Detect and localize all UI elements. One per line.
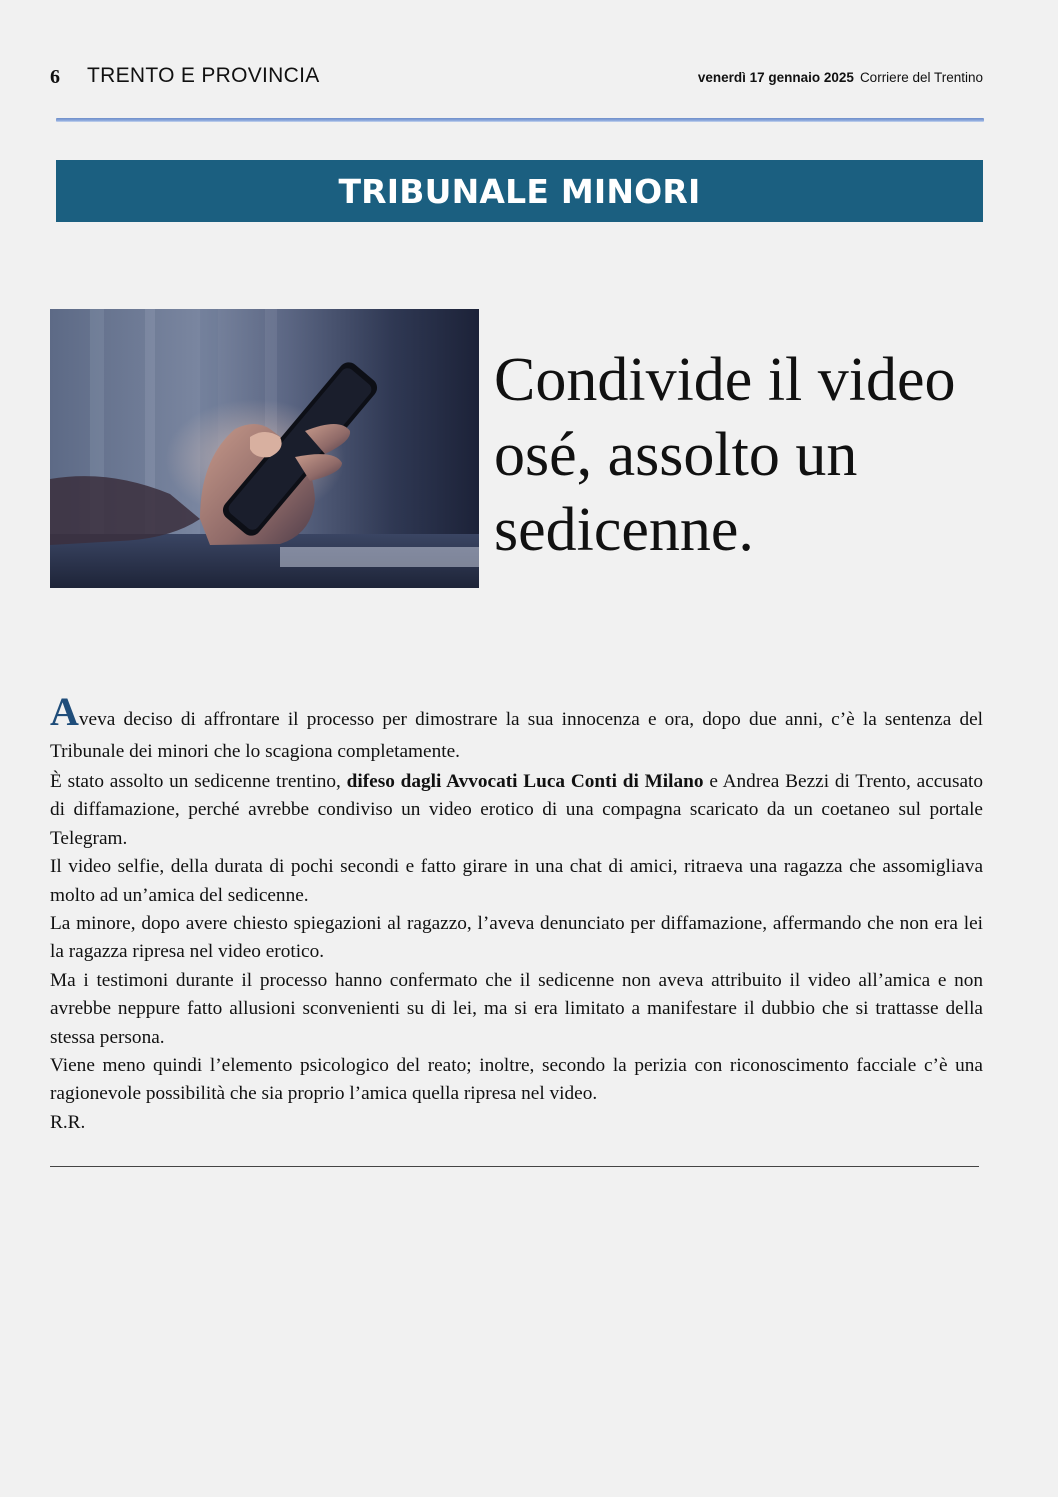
article-end-rule: [50, 1166, 979, 1167]
page-number: 6: [50, 66, 60, 88]
article-photo: [50, 309, 479, 588]
issue-date: venerdì 17 gennaio 2025: [697, 70, 854, 85]
article-paragraph: La minore, dopo avere chiesto spiegazioni al ragazzo, l’aveva denunciato per diffamazione, affermando che non era lei la ragazza ripresa nel video erotico.: [50, 913, 983, 963]
section-title: TRENTO E PROVINCIA: [87, 64, 320, 87]
header-divider: [56, 118, 984, 122]
section-banner: [56, 160, 983, 222]
page-header: [50, 62, 983, 96]
article-paragraph: [50, 689, 983, 768]
lawyers-bold-text: difeso dagli Avvocati Luca Conti di Milano: [346, 771, 704, 792]
newspaper-name: Corriere del Trentino: [859, 70, 983, 85]
author-signature: R.R.: [50, 1111, 86, 1133]
paragraph-text: È stato assolto un sedicenne trentino,: [50, 771, 347, 792]
paragraph-text: e Andrea Bezzi di Trento, accusato di diffamazione, perché avrebbe condiviso un video erotico di una compagna scaricato da un coetaneo sul portale Telegram.: [50, 771, 984, 849]
hand-holding-smartphone-photo: [50, 309, 479, 588]
article-paragraph: Viene meno quindi l’elemento psicologico del reato; inoltre, secondo la perizia con riconoscimento facciale c’è una ragionevole possibilità che sia proprio l’amica quella ripresa nel video.: [50, 1055, 983, 1105]
dateline: [698, 70, 983, 85]
drop-cap: A: [50, 689, 79, 734]
paragraph-text: veva deciso di affrontare il processo per dimostrare la sua innocenza e ora, dopo due anni, c’è la sentenza del Tribunale dei minori che lo scagiona completamente.: [50, 709, 983, 762]
article-headline: Condivide il video osé, assolto un sedicenne.: [494, 346, 956, 564]
article-paragraph: Ma i testimoni durante il processo hanno confermato che il sedicenne non aveva attribuito il video all’amica e non avrebbe neppure fatto allusioni sconvenienti su di lei, ma si era limitato a manifestare il dubbio che si trattasse della stessa persona.: [50, 969, 983, 1048]
article-paragraph: [50, 768, 983, 853]
article-body: [50, 689, 984, 1137]
banner-title: TRIBUNALE MINORI: [338, 171, 701, 211]
article-paragraph: Il video selfie, della durata di pochi secondi e fatto girare in una chat di amici, ritraeva una ragazza che assomigliava molto ad un’amica del sedicenne.: [50, 856, 983, 906]
